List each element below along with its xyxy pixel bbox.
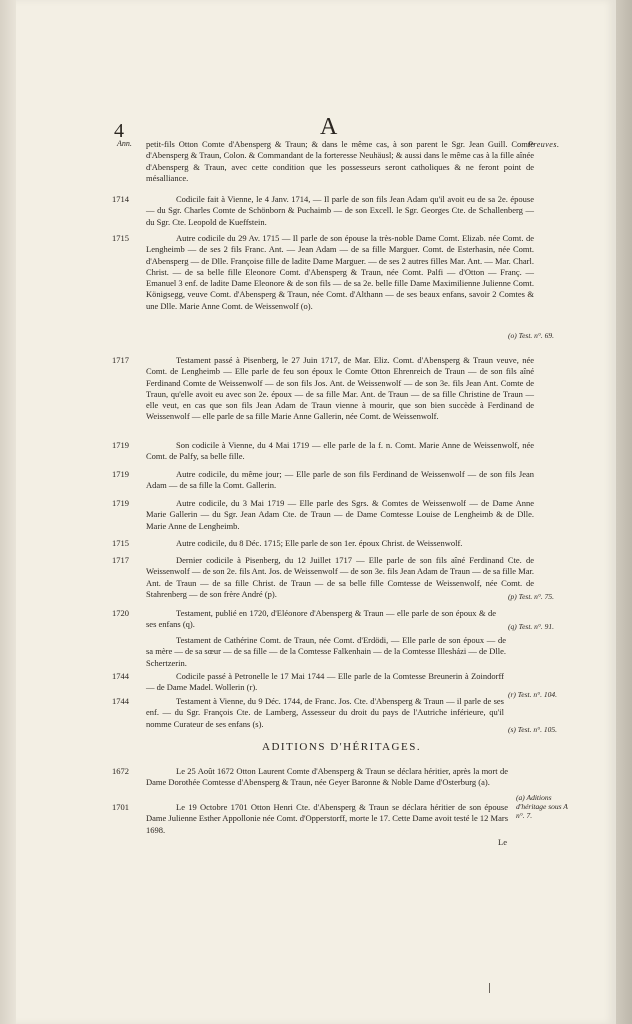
- entry-year: 1714: [112, 194, 129, 204]
- section-letter: A: [320, 114, 339, 140]
- entry-text: Testament, publié en 1720, d'Eléonore d'Abensperg & Traun — elle parle de son époux & de ses enfans (q).: [146, 608, 496, 630]
- entry-text: Testament de Cathérine Comt. de Traun, née Comt. d'Erdödi, — Elle parle de son époux — de sa mère — de sa sœur — de sa fille — de la Comtesse Falkenhain — de la Comtesse Illesházi — de Dlle. Schertzerin.: [146, 635, 506, 668]
- entry-year: 1744: [112, 696, 129, 706]
- entry-text: Autre codicile du 29 Av. 1715 — Il parle de son épouse la très-noble Dame Comt. Elizab. née Comt. de Lengheimb — de ses 2 fils Franc. Ant. — Jean Adam — de sa fille Marguer. Comt. de Esterhasin, née Comt. d'Abensperg — de Dlle. Françoise fille de ladite Dame Marguer. — de ses 2 autres filles Mar. Ant. — Mar. Charl. Christ. — de sa belle fille Eleonore Comt. d'Abensperg & Traun, née Comt. Palfi — d'Otton — Franç. — Emanuel 3 enf. de ladite Dame Eleonore & de son fils — de sa 2e. belle fille Dame Maximilienne Julienne Comt. Königsegg, veuve Comt. d'Abensperg & Traun, née Comt. d'Althann — de ses beaux enfans, savoir 2 Comtes & une Dlle. Marie Anne Comt. de Weissenwolf (o).: [146, 233, 534, 311]
- margin-note: (o) Test. n°. 69.: [508, 331, 555, 340]
- page-stack-left: [0, 0, 16, 1024]
- entry-year: 1719: [112, 440, 129, 450]
- section-heading: ADITIONS D'HÉRITAGES.: [262, 741, 422, 753]
- margin-header-left: Ann.: [117, 139, 132, 148]
- catchword: Le: [498, 837, 507, 847]
- margin-note: (p) Test. n°. 75.: [508, 592, 555, 601]
- entry-year: 1719: [112, 469, 129, 479]
- entry-text: Son codicile à Vienne, du 4 Mai 1719 — elle parle de la f. n. Comt. Marie Anne de Weissenwolf, née Comt. de Palfy, sa belle fille.: [146, 440, 534, 462]
- entry-text: Dernier codicile à Pisenberg, du 12 Juillet 1717 — Elle parle de son fils aîné Ferdinand Cte. de Weissenwolf — de son 2e. fils Ant. Jos. de Weissenwolf — de son 3e. fils Jean Adam de Traun — de sa fille Mar. Ant. de Traun — de sa fille Christ. de Traun — de sa belle fille Comtesse de Weissenwolf, née Comt. de Stahrenberg — de son frère André (p).: [146, 555, 534, 599]
- margin-note: (a) Aditions d'héritage sous A n°. 7.: [516, 793, 568, 820]
- entry-year: 1717: [112, 555, 129, 565]
- entry-year: 1672: [112, 766, 129, 776]
- entry-text: petit-fils Otton Comte d'Abensperg & Traun; & dans le même cas, à son parent le Sgr. Jean Guill. Comte d'Abensperg & Traun, Colon. & Commandant de la forteresse Neuhäusl; & aussi dans le même cas à la fille aînée d'Abensperg & Traun, avec cette condition que les possesseurs seront catholiques & ne feront point de mésalliance.: [146, 139, 534, 183]
- entry-text: Testament à Vienne, du 9 Déc. 1744, de Franc. Jos. Cte. d'Abensperg & Traun — il parle de ses enf. — du Sgr. François Cte. de Lamberg, Assesseur du droit du pays de l'Autriche inférieure, qu'il nomme Curateur de ses enfans (s).: [146, 696, 504, 729]
- entry-year: 1744: [112, 671, 129, 681]
- entry-text: Autre codicile, du même jour; — Elle parle de son fils Ferdinand de Weissenwolf — de son fils Jean Adam — de sa fille la Comt. Gallerin.: [146, 469, 534, 491]
- entry-year: 1717: [112, 355, 129, 365]
- page-stack-right: [616, 0, 632, 1024]
- page-number: 4: [114, 120, 124, 142]
- margin-header-right: Preuves.: [528, 140, 560, 149]
- entry-text: Testament passé à Pisenberg, le 27 Juin 1717, de Mar. Eliz. Comt. d'Abensperg & Traun veuve, née Comt. de Lengheimb — Elle parle de feu son époux le Comte Otton Ehrenreich de Traun — de son fils aîné Ferdinand Comte de Weissenwolf — de son fils Jos. Ant. de Weissenwolf — de son 3e. fils Jean Ant. Comte de Traun, qu'elle avoit eu avec son 2e. époux — de sa fille Mar. Ant. de Traun — de sa fille Christine de Traun — elle veut, en cas que son fils Jean Adam de Traun vienne à mourir, que son bien succède à Ferdinand de Weissenwolf — elle parle de sa fille Marie Anne Gallerin, née Comt. de Weissenwolf.: [146, 355, 534, 422]
- margin-note: (s) Test. n°. 105.: [508, 725, 557, 734]
- entry-text: Le 19 Octobre 1701 Otton Henri Cte. d'Abensperg & Traun se déclara héritier de son épouse Dame Julienne Esther Appollonie née Comt. d'Opperstorff, morte le 17. Cette Dame avoit testé le 12 Mars 1698.: [146, 802, 508, 835]
- entry-year: 1701: [112, 802, 129, 812]
- margin-note: (r) Test. n°. 104.: [508, 690, 557, 699]
- margin-note: (q) Test. n°. 91.: [508, 622, 555, 631]
- entry-year: 1715: [112, 538, 129, 548]
- entry-text: Le 25 Août 1672 Otton Laurent Comte d'Abensperg & Traun se déclara héritier, après la mort de Dame Dorothée Comtesse d'Abensperg & Traun, née Geyer Baronne & Noble Dame d'Osterburg (a).: [146, 766, 508, 788]
- entry-text: Codicile fait à Vienne, le 4 Janv. 1714, — Il parle de son fils Jean Adam qu'il avoit eu de sa 2e. épouse — du Sgr. Charles Comte de Schönborn & Puchaimb — de son Excell. le Sgr. Georges Cte. de Schallenberg — du Sgr. Cte. Leopold de Kueffstein.: [146, 194, 534, 227]
- pencil-mark: [489, 983, 490, 993]
- entry-text: Codicile passé à Petronelle le 17 Mai 1744 — Elle parle de la Comtesse Breunerin à Zoindorff — de Dame Madel. Wollerin (r).: [146, 671, 504, 693]
- entry-year: 1715: [112, 233, 129, 243]
- entry-year: 1720: [112, 608, 129, 618]
- entry-text: Autre codicile, du 3 Mai 1719 — Elle parle des Sgrs. & Comtes de Weissenwolf — de Dame Anne Marie Gallerin — du Sgr. Jean Adam Cte. de Traun — de Dame Comtesse Louise de Lengheimb & de Dlle. Marie Anne de Lengheimb.: [146, 498, 534, 531]
- entry-text: Autre codicile, du 8 Déc. 1715; Elle parle de son 1er. époux Christ. de Weissenwolf.: [176, 538, 463, 548]
- entry-year: 1719: [112, 498, 129, 508]
